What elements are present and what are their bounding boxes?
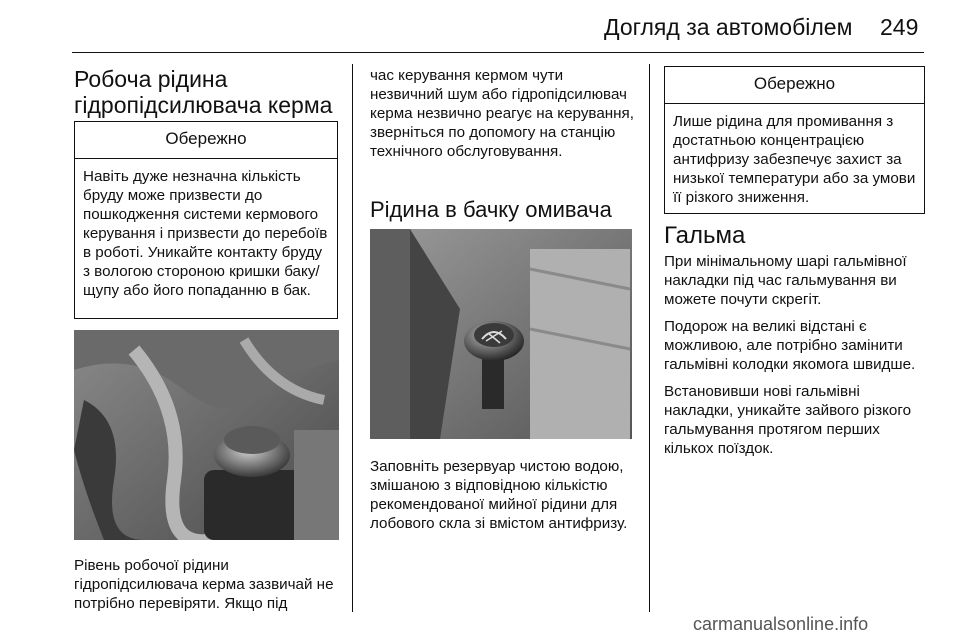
brakes-paragraph-2: Подорож на великі відстані є можливою, але потрібно замінити гальмівні колодки якомога швидше. <box>664 318 916 373</box>
power-steering-heading-wrap <box>74 66 340 118</box>
washer-body-wrap <box>370 457 638 533</box>
watermark-text: carmanualsonline.info <box>693 614 869 634</box>
header-rule <box>72 52 924 53</box>
running-header-title: Догляд за автомобілем <box>604 14 853 40</box>
section-heading-washer-fluid: Рідина в бачку омивача <box>370 197 612 222</box>
section-heading-power-steering: Робоча рідина гідропідсилювача керма <box>74 66 333 118</box>
brakes-paragraph-3: Встановивши нові гальмівні накладки, уникайте зайвого різкого гальмування протягом перших кількох поїздок. <box>664 383 912 457</box>
washer-fluid-body: Заповніть резервуар чистою водою, змішаною з відповідною кількістю рекомендованої мийної рідини для лобового скла зі вмістом антифризу. <box>370 458 628 532</box>
column-divider-1 <box>352 64 353 612</box>
column-2-top-wrap <box>370 66 638 161</box>
caution-text: Навіть дуже незначна кількість бруду може призвести до пошкодження системи кермового керування і призвести до перебоїв в роботі. Уникайте контакту бруду з вологою стороною кришки баку/щупу або його попаданню в бак. <box>83 168 328 299</box>
caution-title-washer: Обережно <box>665 67 924 104</box>
power-steering-reservoir-photo <box>74 330 339 540</box>
caution-box-washer <box>664 66 925 214</box>
caution-text-washer: Лише рідина для промивання з достатньою концентрацією антифризу забезпечує захист за низької температури або за умови її різкого зниження. <box>673 113 916 206</box>
power-steering-body-wrap <box>74 556 340 613</box>
column-divider-2 <box>649 64 650 612</box>
power-steering-body: Рівень робочої рідини гідропідсилювача керма зазвичай не потрібно перевіряти. Якщо під <box>74 557 334 612</box>
section-heading-brakes: Гальма <box>664 222 746 249</box>
caution-box-power-steering <box>74 121 338 319</box>
power-steering-body-continued: час керування кермом чути незвичний шум або гідропідсилювач керма незвичнo реагує на керування, зверніться по допомогу на станцію технічного обслуговування. <box>370 67 634 160</box>
caution-title: Обережно <box>75 122 337 159</box>
washer-heading-wrap <box>370 197 638 223</box>
washer-reservoir-photo <box>370 229 632 439</box>
page-number: 249 <box>880 14 919 40</box>
brakes-paragraph-1: При мінімальному шарі гальмівної накладки під час гальмування ви можете почути скрегіт. <box>664 253 907 308</box>
brakes-section <box>664 222 926 458</box>
